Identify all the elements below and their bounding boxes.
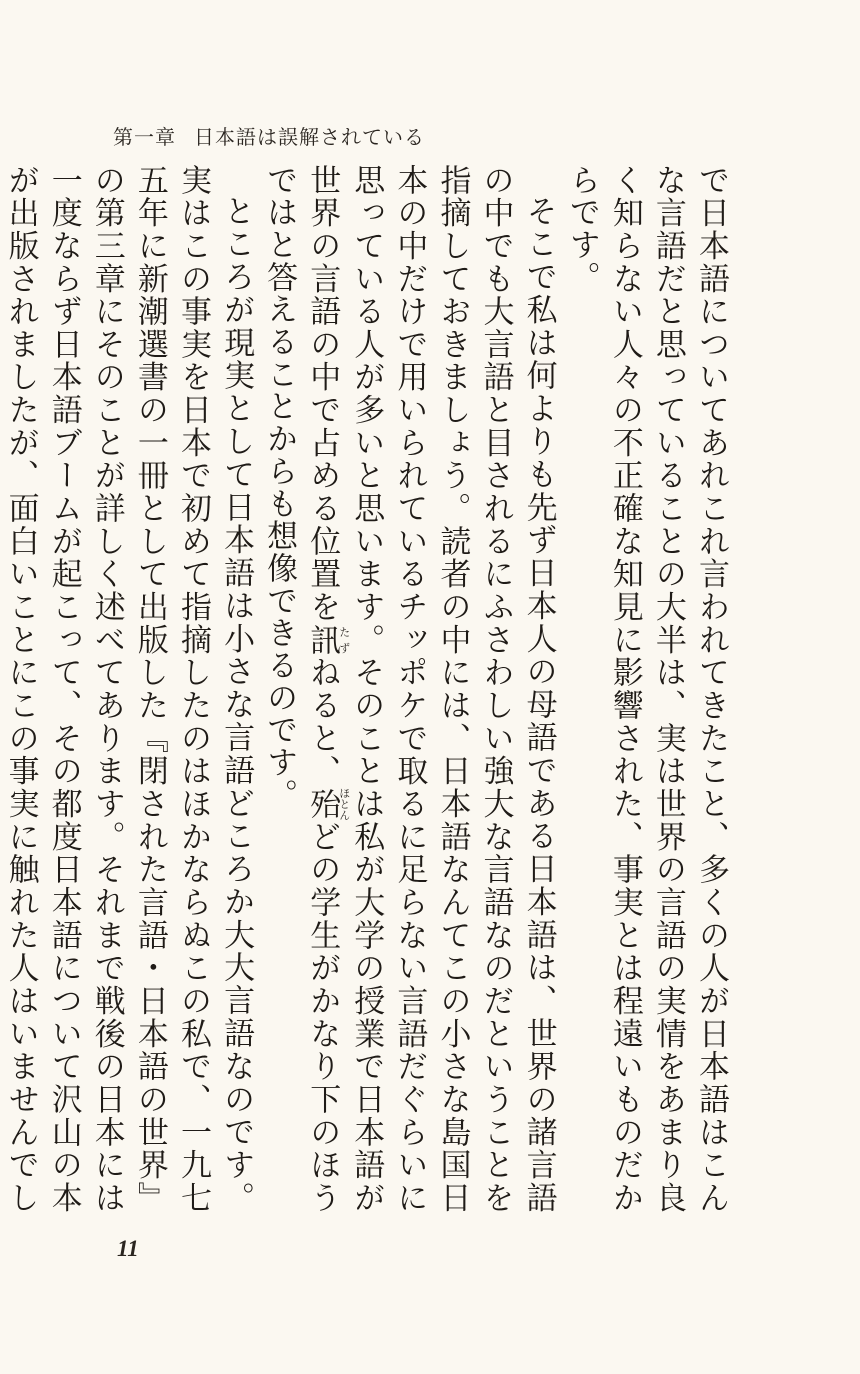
paragraph-3: ところが現実として日本語は小さな言語どころか大大言語なのです。実はこの事実を日本で初めて指摘したのはほかならぬこの私で、一九七五年に新潮選書の一冊として出版した『閉された言語・日本語の世界』の第三章にそのことが詳しく述べてあります。それまで戦後の日本には一度ならず日本語ブームが起こって、その都度日本語について沢山の本が出版されましたが、面白いことにこの事実に触れた人はいませんでし: [2, 164, 255, 1214]
paragraph-2: [257, 164, 560, 1214]
furigana-tazu: 訊たず: [304, 623, 351, 657]
vertical-text-body: [2, 164, 732, 1214]
page-number: 11: [117, 1236, 139, 1261]
paragraph-2-part-b: ねると、: [304, 656, 341, 788]
paragraph-2-part-a: そこで私は何よりも先ず日本人の母語である日本語は、世界の諸言語の中でも大言語と目されるにふさわしい強大な言語なのだということを指摘しておきましょう。読者の中には、日本語なんてこの小さな島国日本の中だけで用いられているチッポケで取るに足らない言語だぐらいに思っている人が多いと思います。そのことは私が大学の授業で日本語が世界の言語の中で占める位置を: [304, 164, 557, 1214]
furigana-hoton: 殆ほとん: [304, 787, 351, 821]
running-head: [113, 121, 425, 150]
paragraph-2-part-c: どの学生がかなり下のほうではと答えることからも想像できるのです。: [261, 164, 341, 1214]
paragraph-1: で日本語についてあれこれ言われてきたこと、多くの人が日本語はこんな言語だと思っていることの大半は、実は世界の言語の実情をあまり良く知らない人々の不正確な知見に影響された、事実とは程遠いものだからです。: [563, 164, 729, 1214]
chapter-title: 日本語は誤解されている: [194, 125, 425, 149]
chapter-number: 第一章: [113, 125, 176, 149]
